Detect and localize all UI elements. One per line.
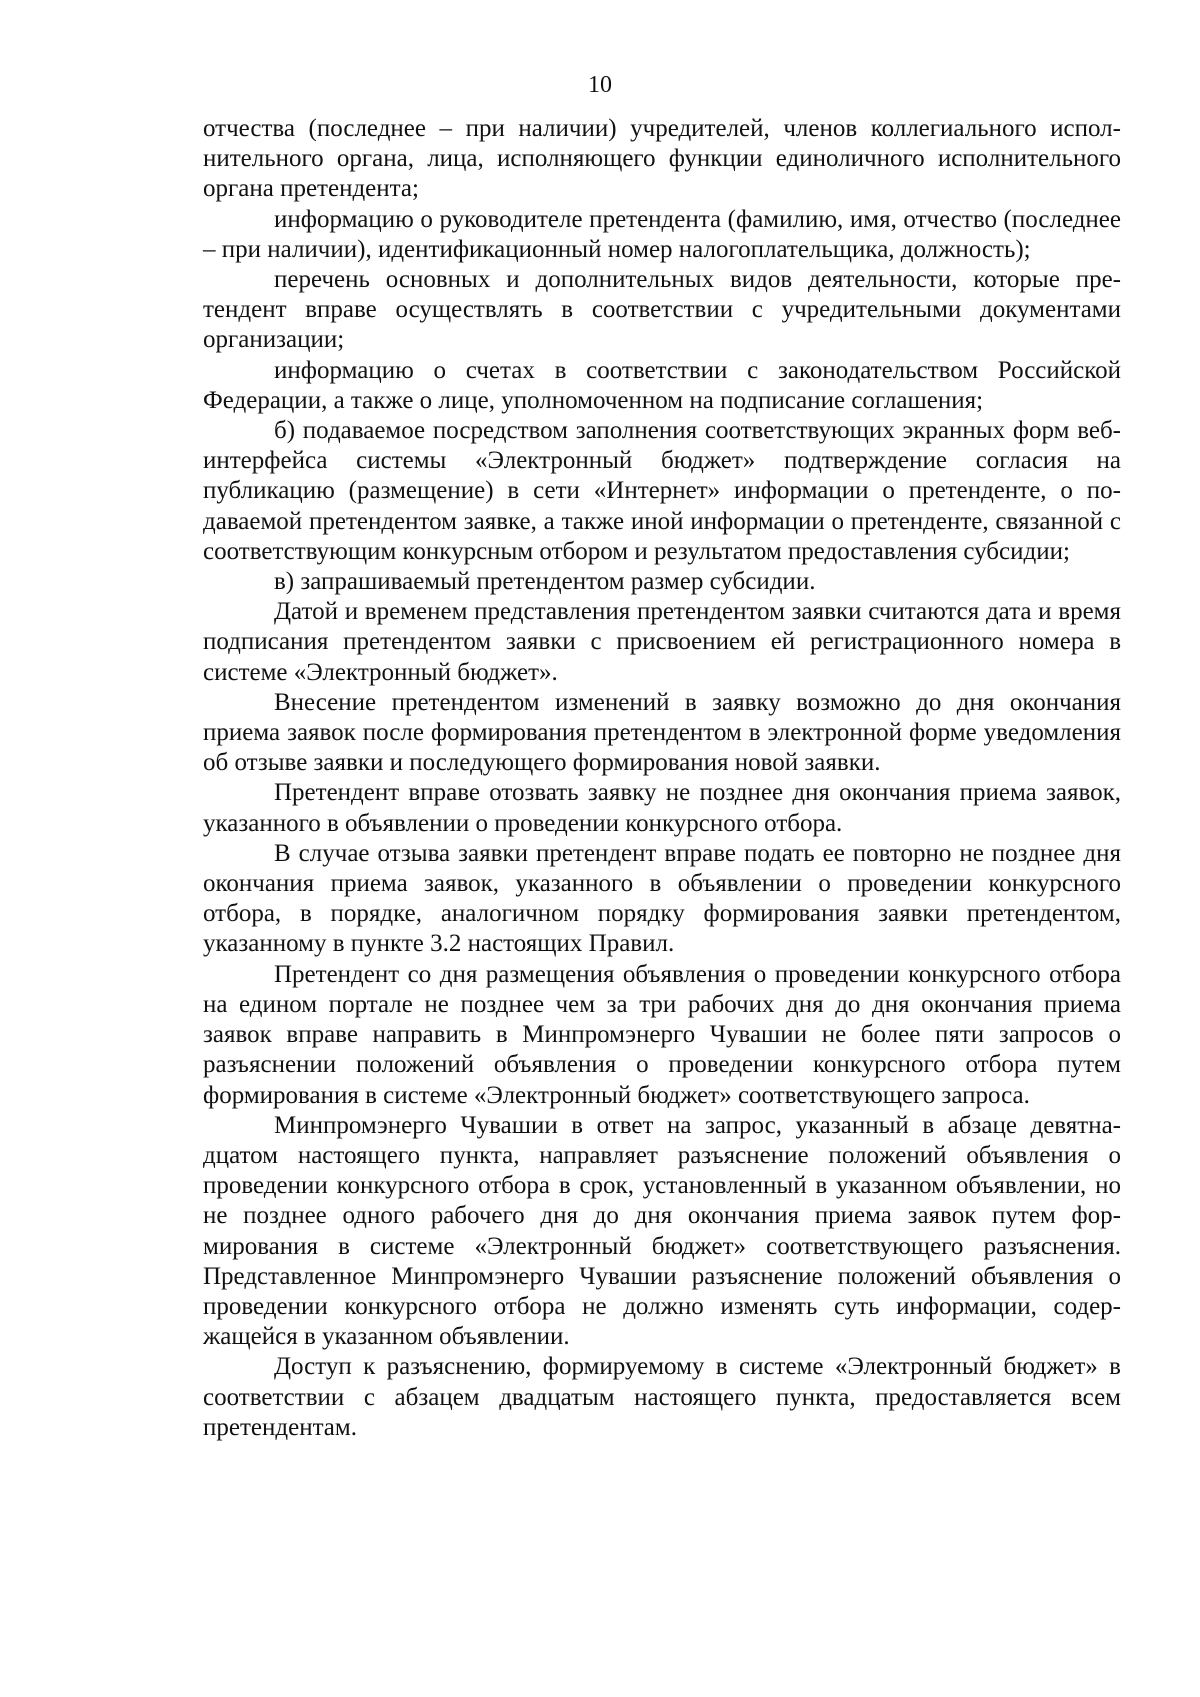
document-body	[203, 114, 1121, 1443]
paragraph: Внесение претендентом изменений в заявку возможно до дня окончания приема заявок после формирования претендентом в электронной форме уведомления об отзыве заявки и последующего формирования новой заявки.	[203, 688, 1121, 777]
paragraph: В случае отзыва заявки претендент вправе подать ее повторно не позднее дня окончания приема заявок, указанного в объявлении о проведении конкурсного отбора, в порядке, аналогичном порядку формирования заявки претендентом, указанному в пункте 3.2 настоящих Правил.	[203, 839, 1121, 958]
paragraph: Датой и временем представления претендентом заявки считаются дата и время подписания претендентом заявки с присвоением ей регистрационного номера в системе «Электронный бюджет».	[203, 598, 1121, 686]
paragraph: Минпромэнерго Чувашии в ответ на запрос, указанный в абзаце девятнадцатом настоящего пункта, направляет разъяснение положений объявления о проведении конкурсного отбора в срок, установленный в указанном объявлении, но не позднее одного рабочего дня до дня окончания приема заявок путем формирования в системе «Электронный бюджет» соответствующего разъяснения. Представленное Минпромэнерго Чувашии разъяснение положений объявления о проведении конкурсного отбора не должно изменять суть информации, содержащейся в указанном объявлении.	[203, 1111, 1121, 1351]
paragraph: Претендент со дня размещения объявления о проведении конкурсного отбора на едином портале не позднее чем за три рабочих дня до дня окончания приема заявок вправе направить в Минпромэнерго Чувашии не более пяти запросов о разъяснении положений объявления о проведении конкурсного отбора путем формирования в системе «Электронный бюджет» соответствующего запроса.	[203, 960, 1121, 1109]
paragraph: в) запрашиваемый претендентом размер субсидии.	[274, 568, 816, 596]
paragraph: информацию о руководителе претендента (фамилию, имя, отчество (последнее – при наличии), идентификационный номер налогоплательщика, должность);	[203, 205, 1121, 263]
paragraph: Претендент вправе отозвать заявку не позднее дня окончания приема заявок, указанного в объявлении о проведении конкурсного отбора.	[203, 779, 1121, 837]
paragraph: перечень основных и дополнительных видов деятельности, которые претендент вправе осуществлять в соответствии с учредительными документами организации;	[203, 266, 1121, 354]
paragraph: Доступ к разъяснению, формируемому в системе «Электронный бюджет» в соответствии с абзацем двадцатым настоящего пункта, предоставляется всем претендентам.	[203, 1353, 1121, 1441]
paragraph: б) подаваемое посредством заполнения соответствующих экранных форм веб-интерфейса системы «Электронный бюджет» подтверждение согласия на публикацию (размещение) в сети «Интернет» информации о претенденте, о подаваемой претендентом заявке, а также иной информации о претенденте, связанной с соответствующим конкурсным отбором и результатом предоставления субсидии;	[203, 417, 1121, 565]
page-number: 10	[588, 72, 612, 98]
paragraph: информацию о счетах в соответствии с законодательством Российской Федерации, а также о лице, уполномоченном на подписание соглашения;	[203, 356, 1121, 414]
paragraph: отчества (последнее – при наличии) учредителей, членов коллегиального исполнительного органа, лица, исполняющего функции единоличного исполнительного органа претендента;	[203, 115, 1121, 203]
